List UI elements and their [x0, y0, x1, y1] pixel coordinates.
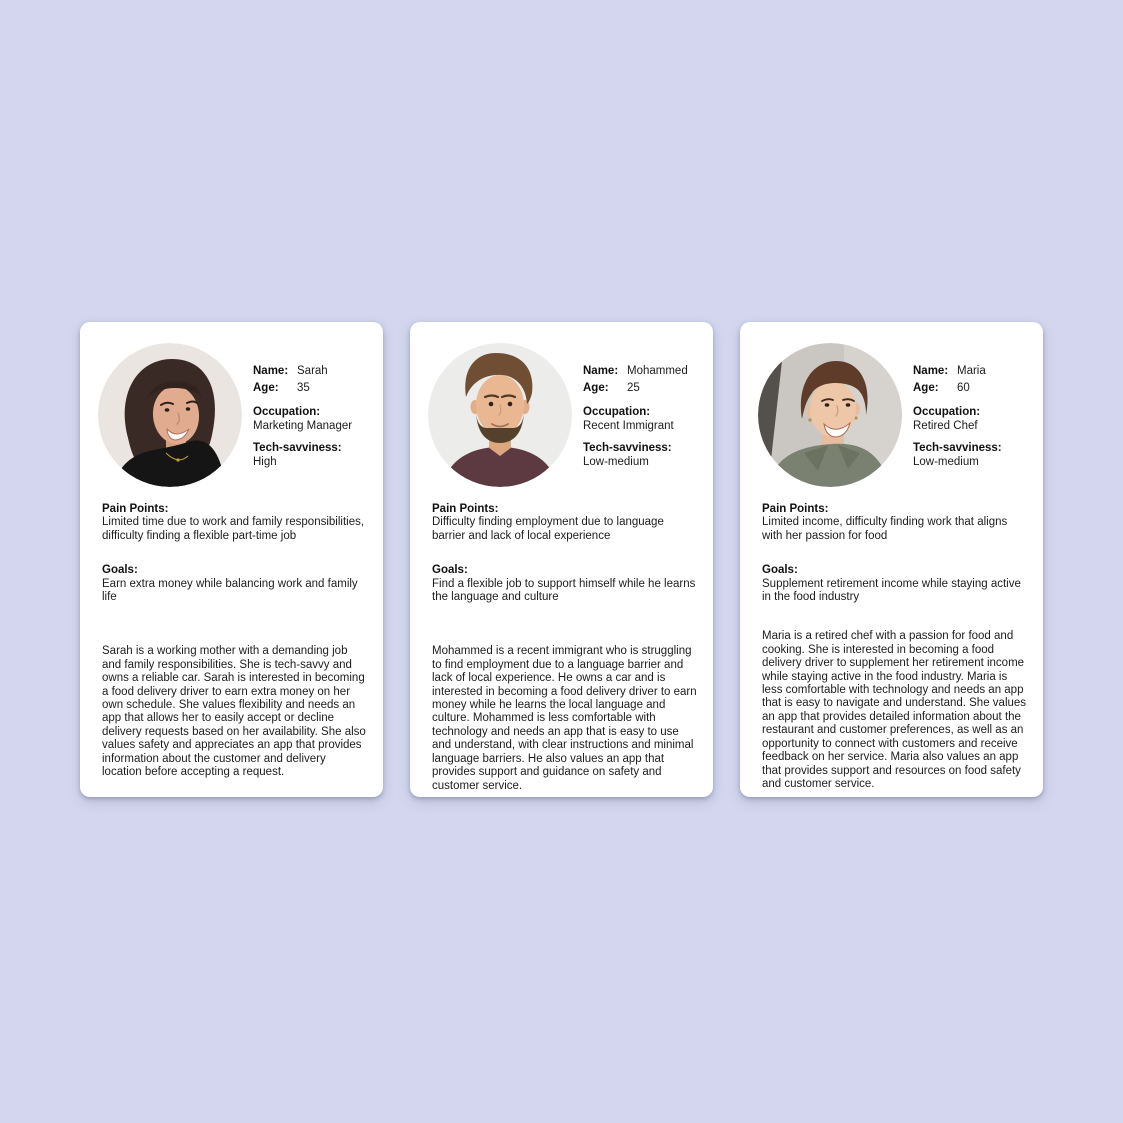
tech-savviness-block	[253, 442, 352, 469]
goals-section	[762, 564, 1028, 604]
age-row	[583, 380, 688, 397]
goals-section	[102, 564, 368, 604]
man-portrait-illustration	[428, 343, 572, 487]
pain-points-section	[102, 503, 368, 543]
persona-bio: Maria is a retired chef with a passion for food and cooking. She is interested in becoming a food delivery driver to supplement her retirement income while staying active in the food industry. Maria is less comfortable with technology and needs an app that is easy to navigate and understand. She values an app that provides detailed information about the restaurant and customer preferences, as well as an opportunity to connect with customers and receive feedback on her service. Maria also values an app that provides support and resources on food safety and customer service.	[762, 630, 1027, 790]
woman-portrait-illustration	[98, 343, 242, 487]
name-row	[913, 363, 1002, 380]
occupation-value: Retired Chef	[913, 419, 978, 432]
name-value: Mohammed	[627, 365, 688, 377]
persona-bio: Sarah is a working mother with a demanding job and family responsibilities. She is tech-savvy and owns a reliable car. Sarah is interested in becoming a food delivery driver to earn extra money on her own schedule. She values flexibility and needs an app that allows her to easily accept or decline delivery requests based on her availability. She also values safety and appreciates an app that provides information about the customer and delivery location before accepting a request.	[102, 645, 366, 779]
name-row	[253, 363, 352, 380]
avatar-photo-sarah	[98, 343, 242, 487]
tech-savviness-block	[583, 442, 688, 469]
goals-text: Supplement retirement income while staying active in the food industry	[762, 577, 1021, 604]
card-header	[758, 343, 1028, 487]
occupation-block	[253, 406, 352, 433]
age-value: 25	[627, 382, 640, 394]
pain-points-section	[432, 503, 698, 543]
age-value: 35	[297, 382, 310, 394]
tech-savviness-block	[913, 442, 1002, 469]
name-value: Maria	[957, 365, 986, 377]
age-label: Age:	[913, 382, 939, 394]
name-label: Name:	[253, 365, 289, 377]
tech-savviness-label: Tech-savviness:	[913, 442, 1002, 454]
pain-points-label: Pain Points:	[762, 503, 829, 515]
pain-points-label: Pain Points:	[432, 503, 499, 515]
persona-attributes	[253, 343, 352, 487]
persona-card-mohammed	[410, 322, 713, 797]
pain-points-text: Limited time due to work and family responsibilities, difficulty finding a flexible part-time job	[102, 516, 365, 542]
goals-label: Goals:	[102, 564, 138, 577]
card-header	[428, 343, 698, 487]
older-woman-portrait-illustration	[758, 343, 902, 487]
age-row	[913, 380, 1002, 397]
age-label: Age:	[583, 382, 609, 394]
pain-points-text: Limited income, difficulty finding work that aligns with her passion for food	[762, 516, 1008, 542]
goals-text: Earn extra money while balancing work and family life	[102, 577, 358, 604]
age-label: Age:	[253, 382, 279, 394]
pain-points-section	[762, 503, 1028, 543]
tech-savviness-value: Low-medium	[913, 455, 979, 468]
occupation-label: Occupation:	[583, 406, 651, 418]
persona-bio: Mohammed is a recent immigrant who is struggling to find employment due to a language barrier and lack of local experience. He owns a car and is interested in becoming a food delivery driver to earn money while he learns the local language and culture. Mohammed is less comfortable with technology and needs an app that is easy to use and understand, with clear instructions and minimal language barriers. He also values an app that provides support and guidance on safety and customer service.	[432, 645, 697, 792]
tech-savviness-label: Tech-savviness:	[253, 442, 342, 454]
age-value: 60	[957, 382, 970, 394]
pain-points-label: Pain Points:	[102, 503, 169, 515]
occupation-label: Occupation:	[913, 406, 981, 418]
tech-savviness-label: Tech-savviness:	[583, 442, 672, 454]
goals-section	[432, 564, 698, 604]
persona-attributes	[583, 343, 688, 487]
tech-savviness-value: High	[253, 455, 277, 468]
age-row	[253, 380, 352, 397]
occupation-label: Occupation:	[253, 406, 321, 418]
occupation-value: Recent Immigrant	[583, 419, 674, 432]
name-value: Sarah	[297, 365, 328, 377]
name-row	[583, 363, 688, 380]
goals-text: Find a flexible job to support himself while he learns the language and culture	[432, 577, 696, 604]
avatar-photo-maria	[758, 343, 902, 487]
pain-points-text: Difficulty finding employment due to language barrier and lack of local experience	[432, 516, 664, 542]
occupation-block	[913, 406, 1002, 433]
persona-card-sarah	[80, 322, 383, 797]
name-label: Name:	[583, 365, 619, 377]
card-header	[98, 343, 368, 487]
goals-label: Goals:	[762, 564, 798, 577]
goals-label: Goals:	[432, 564, 468, 577]
tech-savviness-value: Low-medium	[583, 455, 649, 468]
occupation-value: Marketing Manager	[253, 419, 353, 432]
persona-card-maria	[740, 322, 1043, 797]
avatar-photo-mohammed	[428, 343, 572, 487]
persona-attributes	[913, 343, 1002, 487]
persona-cards-row	[80, 322, 1043, 797]
name-label: Name:	[913, 365, 949, 377]
occupation-block	[583, 406, 688, 433]
